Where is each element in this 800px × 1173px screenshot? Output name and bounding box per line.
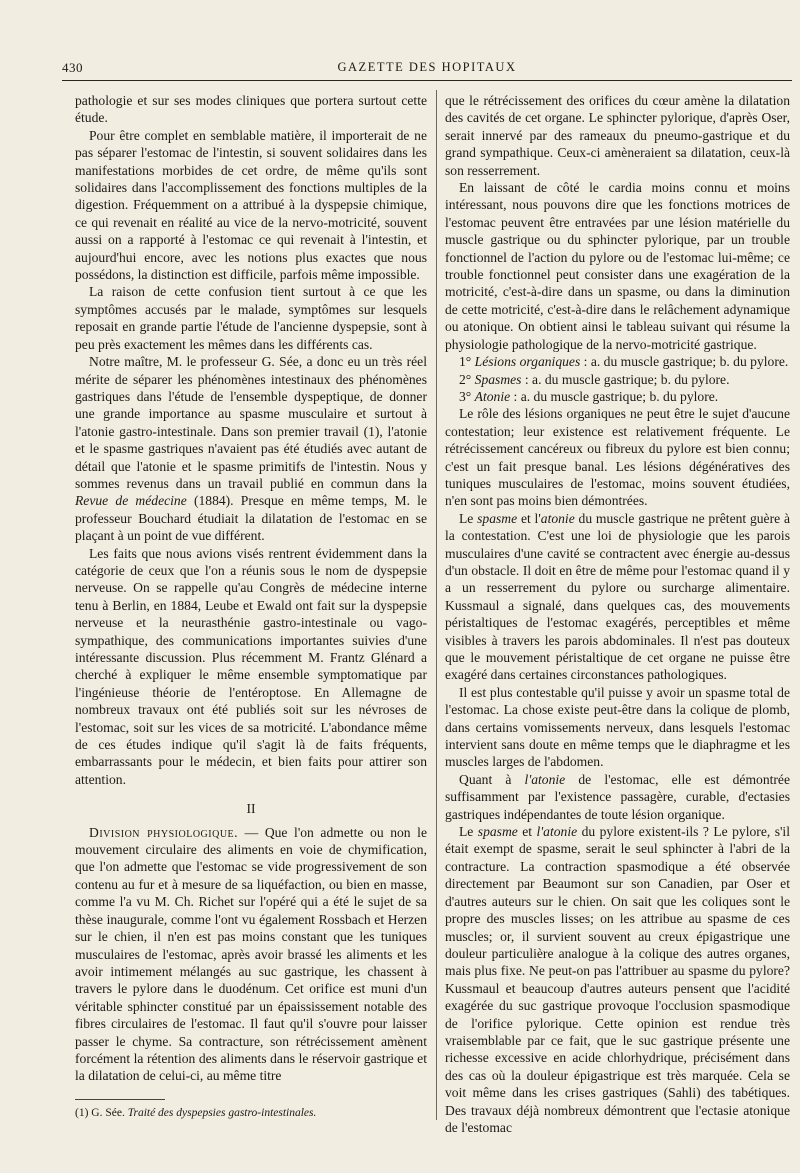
footnote — [75, 1106, 427, 1120]
paragraph: Il est plus contestable qu'il puisse y avoir un spasme total de l'estomac. La chose existe peut-être dans la colique de plomb, dans certains vomissements nerveux, dans lesquels l'estomac intervient sans doute en même temps que le diaphragme et les muscles larges de l'abdomen. — [445, 684, 790, 770]
emphasis: spasme — [477, 510, 518, 526]
list-term: Atonie — [474, 388, 511, 404]
list-number: 3° — [459, 388, 475, 404]
paragraph: Les faits que nous avions visés rentrent évidemment dans la catégorie de ceux que l'on a réunis sous le nom de dyspepsie nerveuse. On se rappelle qu'au Congrès de médecine interne tenu à Berlin, en 1884, Leube et Ewald ont fait sur la dyspepsie nerveuse et la neurasthénie gastro-intestinale ou vago-sympathique, des communications importantes suivies d'une intéressante discussion. Plus récemment M. Frantz Glénard a cherché à expliquer le même ensemble symptomatique par l'ingénieuse théorie de l'entéroptose. En Allemagne de nombreux travaux ont été publiés soit sur les névroses de l'estomac, soit sur les vices de sa motricité. L'abondance même de ces études indique qu'il s'agit là de faits fréquents, embarrassants pour le médecin, et bien faits pour attirer son attention. — [75, 545, 427, 787]
text-run: Le — [459, 824, 478, 840]
paragraph — [445, 510, 790, 684]
text-run: de l'estomac, elle est démontrée suffisamment par l'existence passagère, curable, d'ectasies gastriques indépendantes de toute lésion organique. — [445, 771, 790, 822]
text-run: du muscle gastrique ne prêtent guère à la contestation. C'est une loi de physiologie que les parois musculaires d'une cavité se contractent avec énergie au-dessus d'un obstacle. Il doit en être de même pour l'estomac quand il y a un resserrement du pylore ou surcharge alimentaire. Kussmaul a signalé, dans quelques cas, des mouvements péristaltiques de l'estomac exagérés, perceptibles et même visibles à travers les parois abdominales. Il n'est pas douteux que le mouvement péristaltique de cet organe ne puisse être exagéré dans certaines circonstances pathologiques. — [445, 510, 790, 683]
emphasis: l'atonie — [536, 824, 578, 840]
right-column — [445, 92, 790, 1136]
list-term: Lésions organiques — [474, 354, 581, 370]
paragraph: que le rétrécissement des orifices du cœur amène la dilatation des cavités de cet organe. Le sphincter pylorique, d'après Oser, serait innervé par des rameaux du pneumo-gastrique et du grand sympathique. Ceux-ci amèneraient sa dilatation, ceux-là son resserrement. — [445, 93, 790, 178]
text-run: Notre maître, M. le professeur G. Sée, a donc eu un très réel mérite de séparer les phénomènes intestinaux des phénomènes gastriques dans l'étude de l'ensemble dyspeptique, de donner une grande importance au spasme musculaire et surtout à l'atonie gastro-intestinale. Dans son premier travail (1), l'atonie et le spasme gastriques n'avaient pas été étudiés avec autant de détail que l'atonie et le spasme primitifs de l'intestin. Nous y sommes revenus dans un travail publié en commun dans la — [75, 354, 427, 491]
page-header — [62, 56, 792, 78]
text-run: (1884). Presque en même temps, M. le professeur Bouchard étudiait la dilatation de l'estomac en se plaçant à un point de vue différent. — [75, 493, 427, 544]
section-heading: II — [246, 801, 256, 817]
text-run: du pylore existent-ils ? Le pylore, s'il était exempt de spasme, serait le seul sphincter à l'abri de la contracture. La contraction spasmodique a été observée directement par Beaumont sur son Canadien, par Oser et d'autres auteurs sur le chien. On sait que les coliques sont le propre des muscles lisses; on les attribue au spasme de ces muscles; or, il survient souvent au creux épigastrique une douleur particulière analogue à la colique des autres organes, mais plus fixe. Ne peut-on pas l'attribuer au spasme du pylore? Kussmaul et beaucoup d'autres auteurs pensent que l'acidité exagérée du suc gastrique provoque l'occlusion spasmodique de l'orifice pylorique. Cette opinion est rendue très vraisemblable par ce fait, que le suc gastrique présente une richesse excessive en acide chlorhydrique, précisément dans des cas où la douleur épigastrique est très marquée. Cela se voit même dans les crises gastriques (Sahli) des tabétiques. Des travaux déjà nombreux démontrent que l'ectasie atonique de l'estomac — [445, 824, 790, 1135]
text-run: — Que l'on admette ou non le mouvement circulaire des aliments en voie de chymification, que l'on admette que l'estomac se vide progressivement de son contenu au fur et à mesure de sa liquéfaction, ou bien en masse, comme l'a vu M. Ch. Richet sur l'opéré qui a été le sujet de sa thèse inaugurale, comme l'ont vu également Rossbach et Herzen sur le chien, il n'en est pas moins constant que les tuniques musculaires de l'estomac, après avoir brassé les aliments et les avoir intimement mélangés au suc gastrique, les chassent à travers le pylore dans le duodénum. Cet orifice est muni d'un véritable sphincter constitué par un épaississement notable des fibres circulaires de l'estomac. Il faut qu'il s'ouvre pour laisser passer le chyme. Sa contracture, son rétrécissement amènent forcément la rétention des aliments dans le réservoir gastrique et la dilatation de celui-ci, au même titre — [75, 824, 427, 1084]
paragraph — [75, 824, 427, 1085]
emphasis: l'atonie — [524, 771, 566, 787]
list-item — [445, 388, 790, 405]
emphasis: atonie — [540, 510, 575, 526]
footnote-title: Traité des dyspepsies gastro-intestinales. — [127, 1106, 317, 1119]
list-text: : a. du muscle gastrique; b. du pylore. — [510, 388, 719, 404]
paragraph: pathologie et sur ses modes cliniques que portera surtout cette étude. — [75, 93, 427, 126]
left-column — [75, 92, 427, 1120]
paragraph — [75, 353, 427, 544]
list-number: 1° — [459, 354, 475, 370]
text-run: Le — [459, 510, 478, 526]
emphasis: spasme — [477, 824, 518, 840]
paragraph: La raison de cette confusion tient surtout à ce que les symptômes accusés par le malade, symptômes sur lesquels reposait en grande partie l'étude de l'ancienne dyspepsie, sont à peu près exactement les mêmes dans les différents cas. — [75, 284, 427, 352]
footnote-rule — [75, 1099, 165, 1100]
list-text: : a. du muscle gastrique; b. du pylore. — [580, 354, 789, 370]
list-text: : a. du muscle gastrique; b. du pylore. — [521, 371, 730, 387]
list-number: 2° — [459, 371, 475, 387]
text-run: et l' — [517, 510, 541, 526]
paragraph — [445, 823, 790, 1136]
footnote-number: (1) G. Sée. — [75, 1106, 128, 1119]
paragraph: Le rôle des lésions organiques ne peut être le sujet d'aucune contestation; leur existence est relativement fréquente. Le rétrécissement cancéreux ou fibreux du pylore est bien connu; c'est un fait presque banal. Les lésions dégénératives des tuniques musculaires de l'estomac, moins souvent étudiées, n'en sont pas moins bien démontrées. — [445, 406, 790, 509]
text-run: Quant à — [459, 771, 525, 787]
list-item — [445, 371, 790, 388]
paragraph-lead: Division physiologique. — [89, 824, 239, 840]
text-run: et — [517, 824, 537, 840]
list-term: Spasmes — [474, 371, 522, 387]
journal-reference: Revue de médecine — [75, 493, 187, 509]
paragraph: Pour être complet en semblable matière, il importerait de ne pas séparer l'estomac de l'intestin, si souvent solidaires dans les manifestations morbides de cet ordre, de même qu'ils sont solidaires dans l'accomplissement des fonctions multiples de la digestion. Fréquemment on a attribué à la dyspepsie chimique, ce qui revenait en réalité au vice de la nervo-motricité, souvent aussi on a rapporté à l'estomac ce qui revenait à l'intestin, et aujourd'hui encore, avec les notions plus exactes que nous possédons, la distinction est difficile, parfois même impossible. — [75, 127, 427, 283]
journal-title: GAZETTE DES HOPITAUX — [337, 60, 517, 74]
classification-list — [445, 353, 790, 405]
paragraph — [445, 771, 790, 823]
header-rule — [62, 80, 792, 81]
paragraph: En laissant de côté le cardia moins connu et moins intéressant, nous pouvons dire que les fonctions motrices de l'estomac peuvent être entravées par une lésion matérielle du muscle gastrique ou du sphincter pylorique, par un trouble fonctionnel de l'action du pylore ou de l'estomac lui-même; ce trouble fonctionnel peut consister dans une exagération de la motricité, c'est-à-dire dans un spasme, ou dans la diminution de cette motricité, c'est-à-dire dans le relâchement adynamique ou atonique. On obtient ainsi le tableau suivant qui résume la physiologie pathologique de la nervo-motricité gastrique. — [445, 180, 790, 352]
list-item — [445, 353, 790, 370]
page-number: 430 — [62, 60, 83, 75]
column-divider — [436, 90, 437, 1120]
